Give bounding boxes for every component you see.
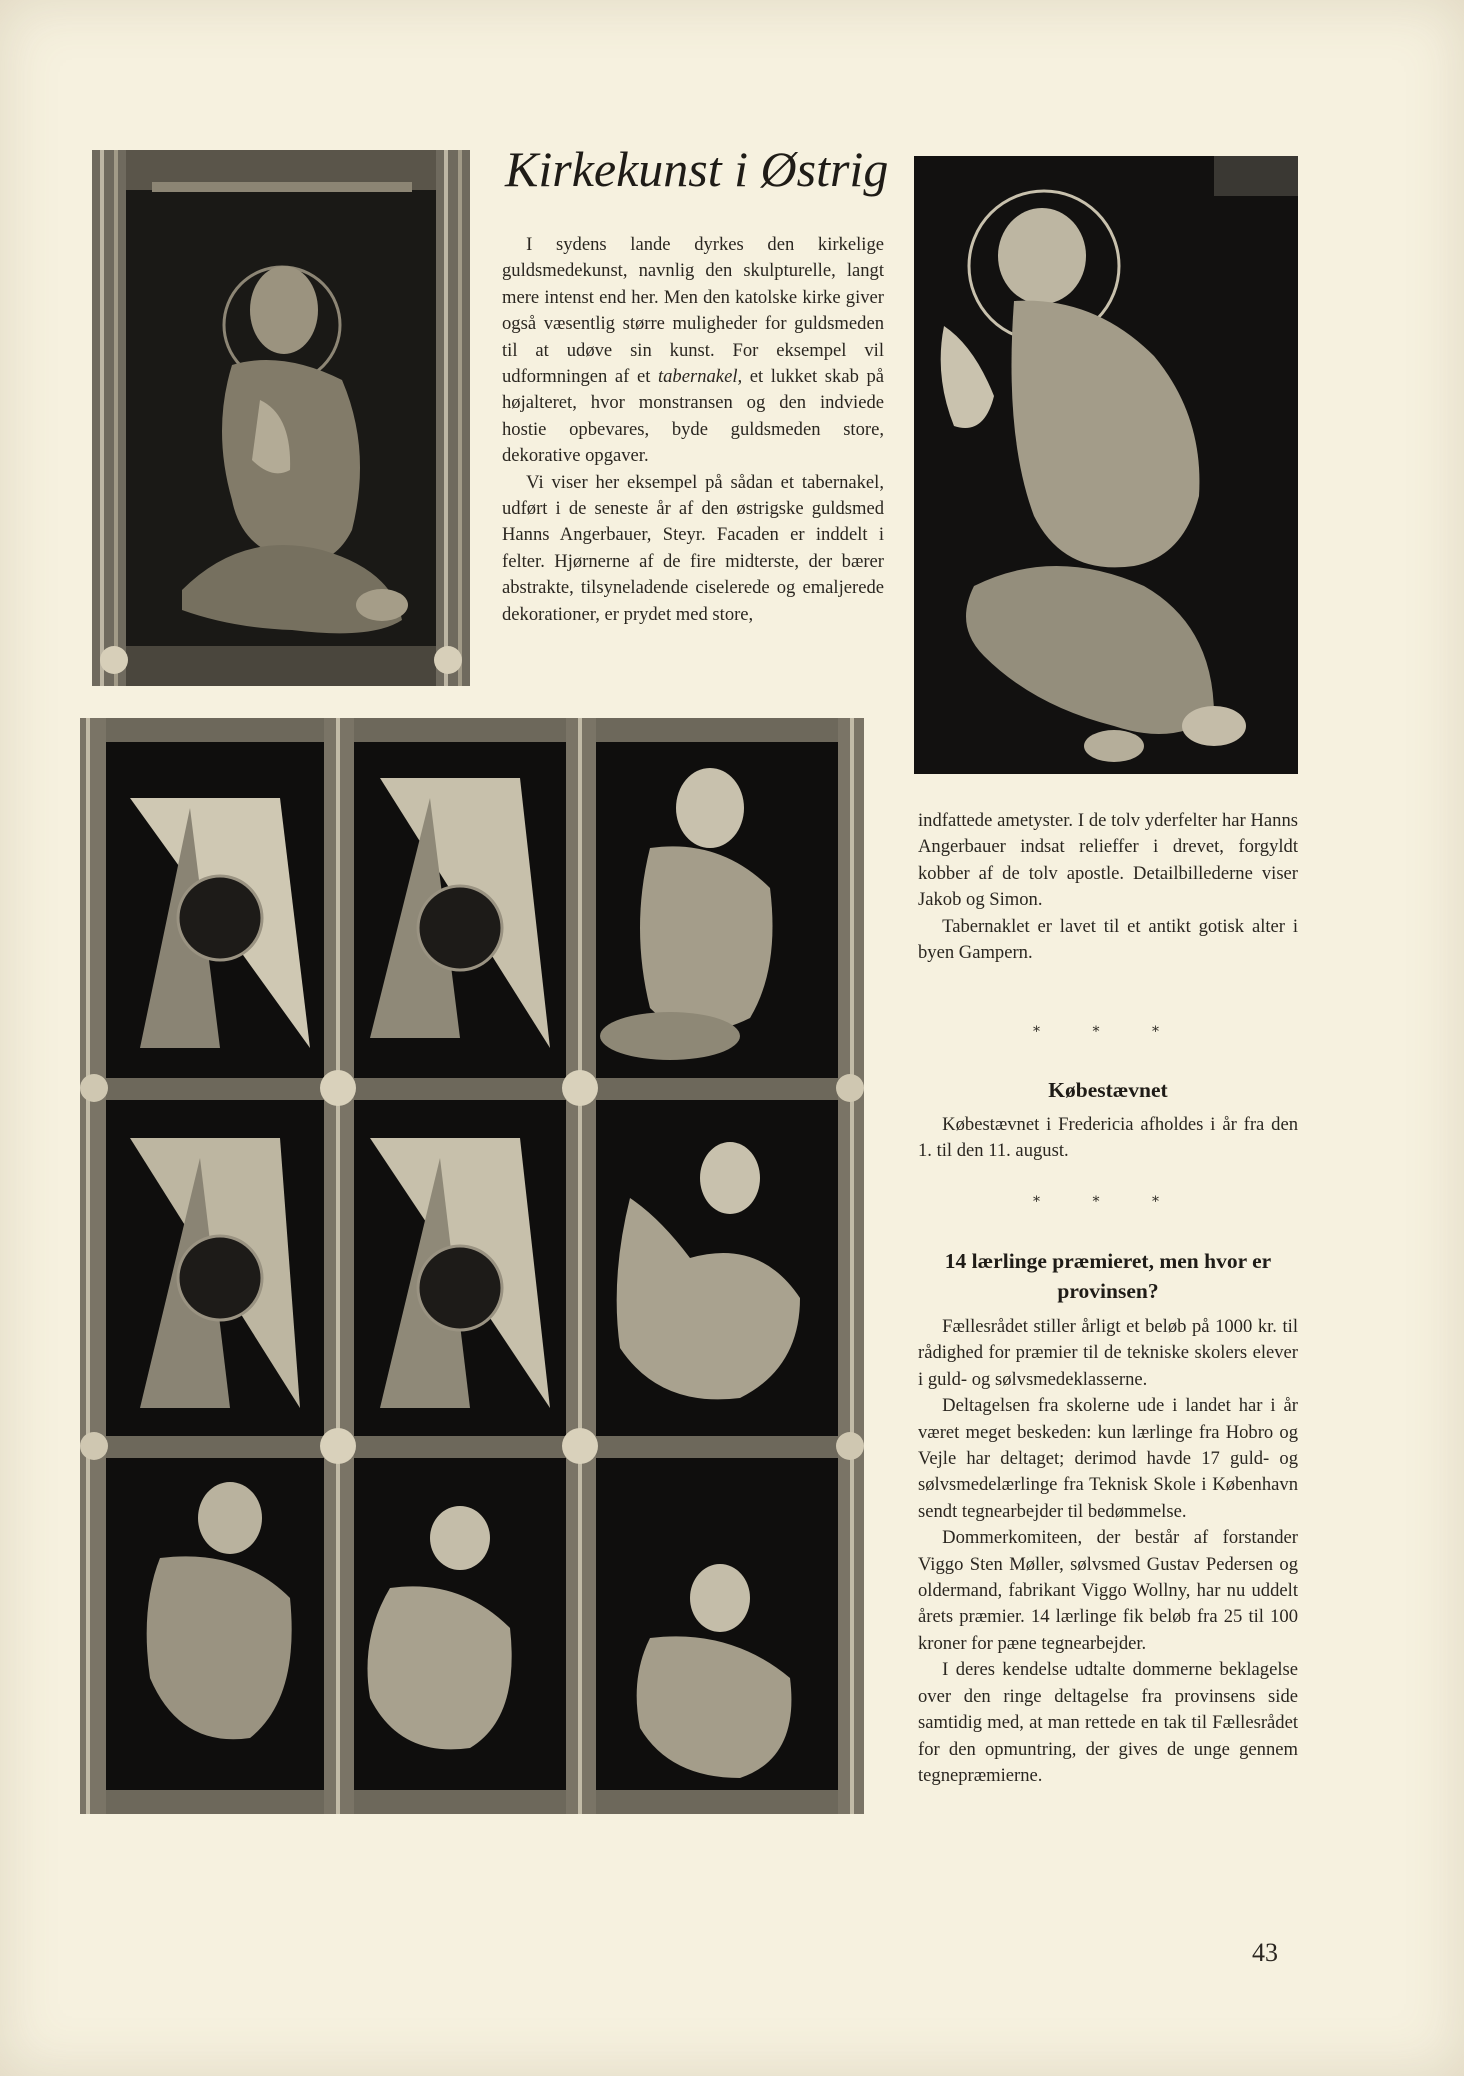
- article-body-column-middle: [502, 232, 884, 628]
- kobestaevnet-heading: Købestævnet: [1048, 1078, 1168, 1102]
- page-number: 43: [1252, 1938, 1278, 1967]
- article-title: Kirkekunst i Østrig: [505, 141, 889, 197]
- laerlinge-paragraph-2: Deltagelsen fra skolerne ude i landet har i år været meget beskeden: kun lærlinge fra Hobro og Vejle har deltaget; derimod havde 17 guld- og sølvsmedelærlinge fra Teknisk Skole i København sendt tegnearbejder til bedømmelse.: [918, 1395, 1298, 1522]
- section-divider-stars-2: * * *: [1033, 1194, 1183, 1210]
- article-paragraph-3: indfattede ametyster. I de tolv yderfelter har Hanns Angerbauer indsat relieffer i drevet, forgyldt kobber af de tolv apostle. Detailbillederne viser Jakob og Simon.: [918, 810, 1298, 911]
- kobestaevnet-paragraph: Købestævnet i Fredericia afholdes i år fra den 1. til den 11. august.: [918, 1114, 1298, 1162]
- article-paragraph-1-end: et lukket skab på højalteret, hvor monstransen og den indviede hostie opbevares, byde guldsmeden store, dekorative opgaver.: [502, 366, 885, 467]
- kobestaevnet-body: [918, 1112, 1298, 1165]
- article-paragraph-2: Vi viser her eksempel på sådan et tabernakel, udført i de seneste år af den østrigske guldsmed Hanns Angerbauer, Steyr. Facaden er inddelt i felter. Hjørnerne af de fire midterste, der bærer abstrakte, tilsyneladende ciselerede og emaljerede dekorationer, er prydet med store,: [502, 471, 884, 625]
- apostle-relief-photo-left: [92, 150, 470, 686]
- laerlinge-body: [918, 1314, 1298, 1789]
- article-paragraph-1: [502, 232, 884, 470]
- laerlinge-paragraph-3: Dommerkomiteen, der består af forstander Viggo Sten Møller, sølvsmed Gustav Pedersen og oldermand, fabrikant Viggo Wollny, har nu uddelt årets præmier. 14 lærlinge fik beløb fra 25 til 100 kroner for pæne tegnearbejder.: [918, 1527, 1298, 1654]
- simon-relief-photo-right: [914, 156, 1298, 774]
- laerlinge-paragraph-1: Fællesrådet stiller årligt et beløb på 1000 kr. til rådighed for præmier til de tekniske skolers elever i guld- og sølvsmedeklasserne.: [918, 1316, 1298, 1390]
- article-paragraph-1-start: I sydens lande dyrkes den kirkelige guldsmedekunst, navnlig den skulpturelle, langt mere intenst end her. Men den katolske kirke giver også væsentlig større muligheder for guldsmeden til at udøve sin kunst. For eksempel vil udformningen af et: [502, 234, 884, 388]
- article-paragraph-1-emphasis: tabernakel,: [657, 366, 743, 388]
- section-divider-stars-1: * * *: [1033, 1024, 1183, 1040]
- article-paragraph-4: Tabernaklet er lavet til et antikt gotisk alter i byen Gampern.: [918, 915, 1298, 964]
- tabernacle-facade-photo: [80, 718, 864, 1814]
- article-body-column-right: [918, 808, 1298, 966]
- laerlinge-heading: 14 lærlinge præmieret, men hvor er provinsen?: [944, 1249, 1272, 1303]
- laerlinge-paragraph-4: I deres kendelse udtalte dommerne beklagelse over den ringe deltagelse fra provinsens side samtidig med, at man rettede en tak til Fællesrådet for den opmuntring, der gives de unge gennem tegnepræmierne.: [918, 1659, 1298, 1786]
